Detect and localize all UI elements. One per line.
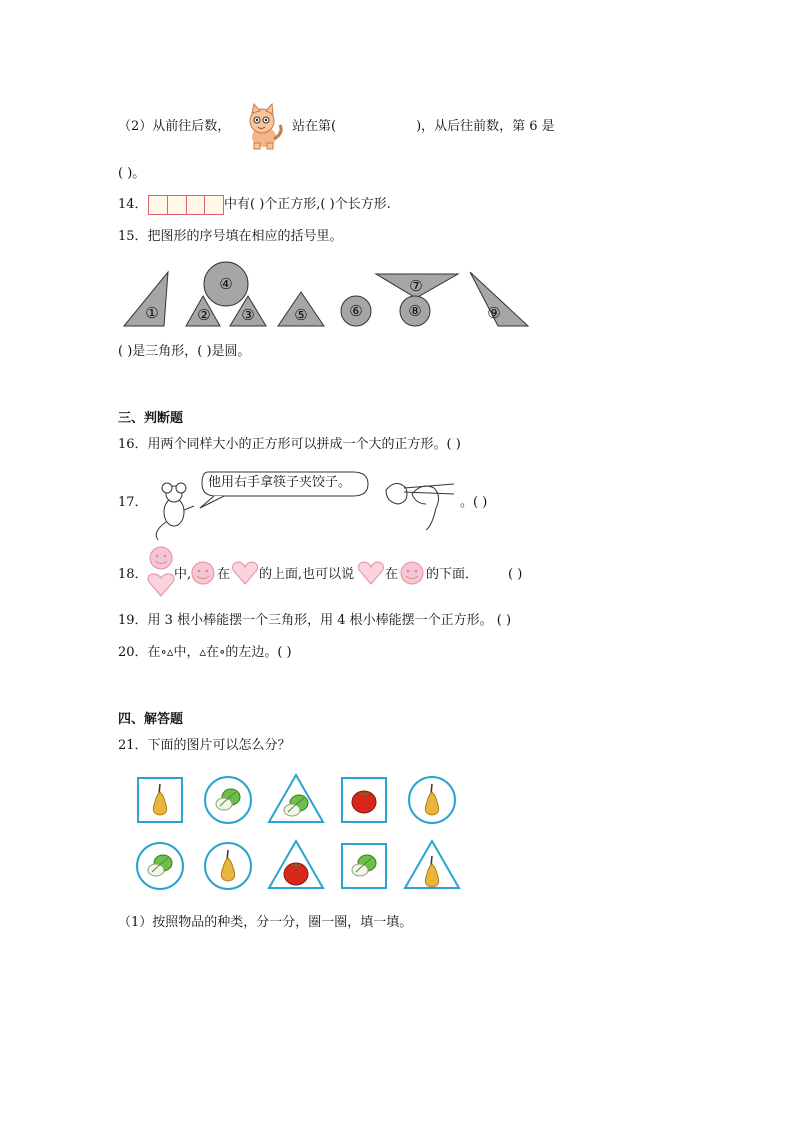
shape-label: ⑦ bbox=[409, 277, 423, 295]
q13-part2-line1 bbox=[118, 118, 230, 136]
small-square bbox=[168, 196, 187, 214]
sort-item bbox=[269, 775, 323, 822]
shape-label: ② bbox=[197, 306, 211, 324]
section3-title: 三、判断题 bbox=[118, 411, 184, 426]
q13-part2-prefix: （2）从前往后数， bbox=[118, 119, 231, 134]
q15-answer-line: ( )是三角形，( )是圆。 bbox=[118, 344, 251, 359]
sort-item bbox=[137, 843, 183, 889]
sort-item bbox=[342, 844, 386, 888]
q20-text: 20．在∘▵中，▵在∘的左边。( ) bbox=[118, 645, 292, 660]
tomato-icon bbox=[284, 863, 308, 885]
tomato-icon bbox=[352, 791, 376, 813]
smiley-icon bbox=[399, 560, 425, 586]
shape-label: ⑤ bbox=[294, 306, 308, 324]
q18-part-0: 中, bbox=[174, 567, 192, 582]
q18-part-1: 在 bbox=[217, 567, 231, 582]
q18-answer-paren: ( ) bbox=[508, 567, 523, 582]
sort-item bbox=[205, 843, 251, 889]
sort-item bbox=[138, 778, 182, 822]
shape-label: ① bbox=[145, 304, 159, 322]
shapes-figure bbox=[118, 258, 538, 330]
q17-bubble-text: 他用右手拿筷子夹饺子。 bbox=[208, 475, 352, 490]
cartoon-cat-icon bbox=[240, 103, 288, 151]
q18-part-4: 的下面． bbox=[426, 567, 479, 582]
sort-item bbox=[409, 777, 455, 823]
dumpling-icon bbox=[386, 483, 407, 504]
section4-title: 四、解答题 bbox=[118, 712, 184, 727]
q17-suffix: 。( ) bbox=[460, 495, 488, 510]
q13-part2-line2: ( )。 bbox=[118, 166, 146, 181]
sort-item bbox=[405, 841, 459, 888]
q18-part-3: 在 bbox=[385, 567, 399, 582]
q16-text: 16．用两个同样大小的正方形可以拼成一个大的正方形。( ) bbox=[118, 437, 461, 452]
sort-item bbox=[269, 841, 323, 888]
q15-line bbox=[118, 228, 343, 246]
q14-number: 14． bbox=[118, 197, 148, 212]
q13-part2-suffix: )，从后往前数，第 6 是 bbox=[416, 119, 555, 134]
smiley-over-heart-icon bbox=[146, 546, 176, 598]
sort-item bbox=[205, 777, 251, 823]
q13-part2-mid: 站在第( bbox=[292, 119, 337, 134]
heart-icon bbox=[231, 560, 259, 586]
shape-label: ⑥ bbox=[349, 302, 363, 320]
q13-part2-line1-rest bbox=[292, 118, 555, 136]
hand-chopsticks-dumpling-icon bbox=[382, 474, 462, 534]
q19-text: 19．用 3 根小棒能摆一个三角形，用 4 根小棒能摆一个正方形。 ( ) bbox=[118, 613, 512, 628]
square-strip-figure bbox=[148, 195, 224, 215]
q18-number: 18． bbox=[118, 567, 148, 582]
small-square bbox=[187, 196, 206, 214]
small-square bbox=[205, 196, 223, 214]
sort-item bbox=[342, 778, 386, 822]
q21-part1-text: （1）按照物品的种类，分一分，圈一圈，填一填。 bbox=[118, 915, 413, 930]
small-square bbox=[149, 196, 168, 214]
q18-part-2: 的上面,也可以说 bbox=[259, 567, 355, 582]
smiley-icon bbox=[190, 560, 216, 586]
q14-text: 中有( )个正方形,( )个长方形. bbox=[224, 197, 391, 212]
shape-label: ④ bbox=[219, 275, 233, 293]
q15-number: 15． bbox=[118, 229, 148, 244]
q21-items-grid bbox=[130, 770, 470, 895]
q21-text: 21．下面的图片可以怎么分？ bbox=[118, 738, 291, 753]
heart-icon bbox=[357, 560, 385, 586]
q15-text: 把图形的序号填在相应的括号里。 bbox=[147, 229, 343, 244]
shape-label: ⑧ bbox=[408, 302, 422, 320]
shape-label: ③ bbox=[241, 306, 255, 324]
q17-number: 17． bbox=[118, 495, 148, 510]
shape-label: ⑨ bbox=[487, 304, 501, 322]
